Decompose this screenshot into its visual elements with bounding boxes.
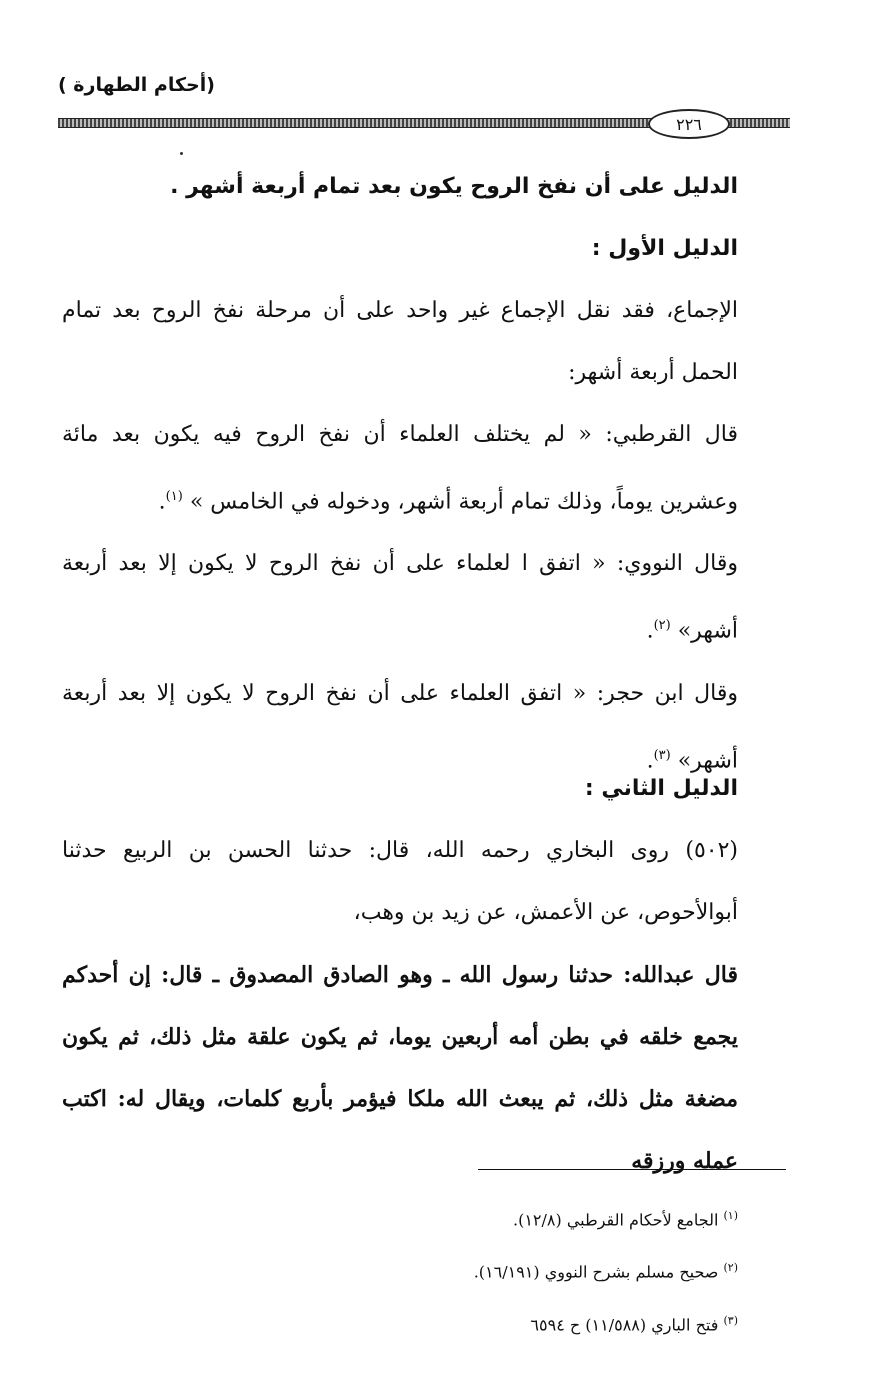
main-text [62,156,738,792]
page-number: ٢٢٦ [648,109,730,139]
period: . [646,747,654,773]
section2-heading: الدليل الثاني : [584,776,738,801]
ibn-hajar-quote: وقال ابن حجر: « اتفق العلماء على أن نفخ الروح لا يكون إلا بعد أربعة أشهر» [62,680,738,773]
section1-paragraph-2 [62,404,738,533]
main-heading: الدليل على أن نفخ الروح يكون بعد تمام أربعة أشهر . [170,174,738,199]
footnote-ref-1[interactable]: (١) [165,489,183,504]
section1-paragraph-3 [62,533,738,662]
second-evidence [62,758,738,1192]
footnote-mark: (٢) [723,1261,738,1275]
footnote-separator [478,1169,786,1170]
footnote-text: فتح الباري (١١/٥٨٨) ح ٦٥٩٤ [530,1314,719,1334]
footnote-ref-3[interactable]: (٣) [653,747,671,763]
footnote-mark: (١) [723,1209,738,1222]
footnotes [300,1192,738,1349]
footnote-ref-2[interactable]: (٢) [653,618,671,634]
nawawi-quote: وقال النووي: « اتفق ا لعلماء على أن نفخ الروح لا يكون إلا بعد أربعة أشهر» [62,551,738,644]
footnote-2 [300,1244,738,1296]
section1-paragraph-1 [62,280,738,404]
section1-heading: الدليل الأول : [591,236,738,261]
hadith-text: قال عبدالله: حدثنا رسول الله ـ وهو الصادق المصدوق ـ قال: إن أحدكم يجمع خلقه في بطن أمه أربعين يوما، ثم يكون علقة مثل ذلك، ثم يكون مضغة مثل ذلك، ثم يبعث الله ملكا فيؤمر بأربع كلمات، ويقال له: اكتب عمله ورزقه [62,962,738,1174]
qurtubi-quote: قال القرطبي: « لم يختلف العلماء أن نفخ الروح فيه يكون بعد مائة وعشرين يوماً، وذلك تمام أربعة أشهر، ودخوله في الخامس » [62,422,738,515]
period: . [646,618,654,644]
footnote-mark: (٣) [723,1313,738,1327]
running-title: (أحكام الطهارة ) [58,74,215,96]
hadith-chain: (٥٠٢) روى البخاري رحمه الله، قال: حدثنا الحسن بن الربيع حدثنا أبوالأحوص، عن الأعمش، عن زيد بن وهب، [62,838,738,925]
period: . [158,489,166,515]
footnote-3 [300,1297,738,1349]
scan-speck [180,152,183,155]
footnote-text: الجامع لأحكام القرطبي (١٢/٨). [513,1210,719,1230]
section1-paragraph-1-text: الإجماع، فقد نقل الإجماع غير واحد على أن مرحلة نفخ الروح بعد تمام الحمل أربعة أشهر: [62,298,738,385]
footnote-1 [300,1192,738,1244]
footnote-text: صحيح مسلم بشرح النووي (١٦/١٩١). [473,1262,719,1282]
